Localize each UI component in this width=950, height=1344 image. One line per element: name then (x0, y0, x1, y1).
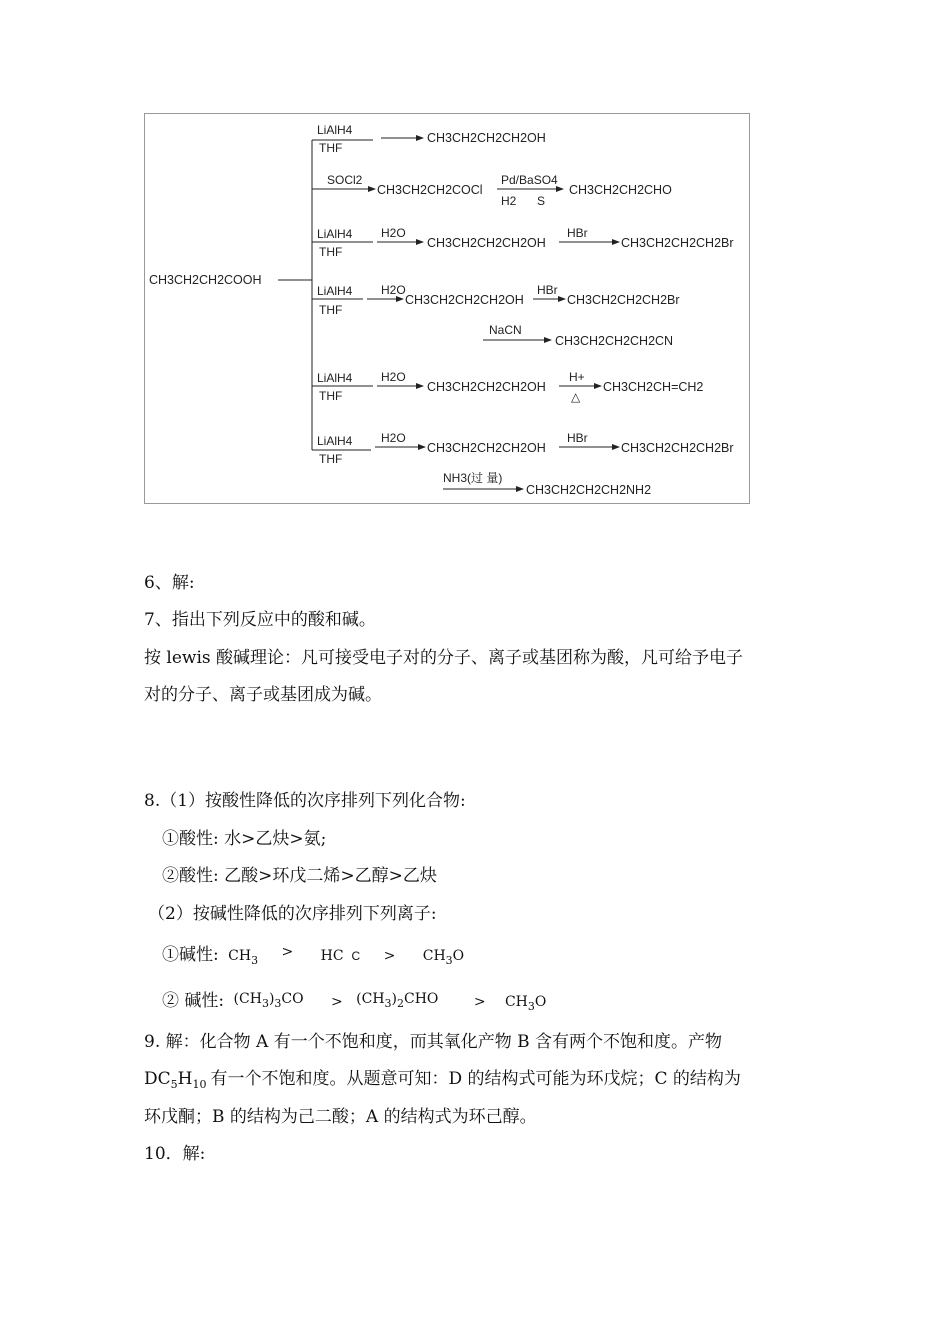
q10-heading: 10．解: (144, 1144, 206, 1164)
q8-part2-title: （2）按碱性降低的次序排列下列离子: (148, 904, 437, 924)
route5-intermediate: CH3CH2CH2CH2OH (427, 380, 546, 394)
gt-sign-2: > (383, 948, 396, 964)
q8-acidity-1: ①酸性: 水>乙炔>氨; (162, 829, 327, 849)
q8-basicity-2 (162, 990, 546, 1018)
ion-methoxide-2: $CH_3O$ (504, 994, 547, 1013)
route2-reagent2-bl: H2 (501, 194, 517, 208)
route4-product: CH3CH2CH2CH2CN (555, 334, 674, 348)
route5-reagent-top: LiAlH4 (317, 371, 353, 385)
route3-intermediate: CH3CH2CH2CH2OH (427, 236, 546, 250)
ion-ch3: $CH_3$ (228, 948, 259, 967)
route6-water: H2O (381, 431, 406, 445)
route1-reagent-top: LiAlH4 (317, 123, 353, 137)
route6-intermediate: CH3CH2CH2CH2OH (427, 441, 546, 455)
route6-product: CH3CH2CH2CH2NH2 (526, 483, 652, 497)
basicity1-label: ①碱性: (162, 945, 219, 965)
route1-reagent-bottom: THF (319, 141, 343, 155)
q7-line1: 按 lewis 酸碱理论：凡可接受电子对的分子、离子或基团称为酸，凡可给予电子 (144, 648, 744, 668)
route3-water: H2O (381, 226, 406, 240)
q7-line2: 对的分子、离子或基团成为碱。 (144, 685, 382, 705)
route3-reagent2: HBr (567, 226, 588, 240)
route5-reagent-bottom: THF (319, 389, 343, 403)
ion-methoxide: $CH_3O$ (422, 948, 465, 967)
route5-water: H2O (381, 370, 406, 384)
route4-intermediate: CH3CH2CH2CH2OH (405, 293, 524, 307)
route6-reagent-top: LiAlH4 (317, 434, 353, 448)
scheme-svg (145, 114, 751, 505)
q8-title: 8.（1）按酸性降低的次序排列下列化合物: (144, 791, 466, 811)
route4-water: H2O (381, 283, 406, 297)
route6-reagent-bottom: THF (319, 452, 343, 466)
q9-line2: $DC_5H_{10}$ 有一个不饱和度。从题意可知：D 的结构式可能为环戊烷；C 的结构为 (144, 1069, 741, 1091)
route5-reagent2-top: H+ (569, 370, 585, 384)
q9-line3: 环戊酮；B 的结构为己二酸；A 的结构式为环己醇。 (144, 1107, 537, 1127)
route2-reagent2-br: S (537, 194, 546, 208)
basicity2-label: ② 碱性: (162, 991, 225, 1011)
route4-reagent-top: LiAlH4 (317, 284, 353, 298)
route4-reagent-bottom: THF (319, 303, 343, 317)
q6-heading: 6、解: (144, 573, 195, 593)
route3-product: CH3CH2CH2CH2Br (621, 236, 734, 250)
route4-reagent3: NaCN (489, 323, 522, 337)
route6-reagent3: NH3(过 量) (443, 471, 503, 485)
q8-basicity-1 (162, 944, 464, 972)
route2-reagent2-top: Pd/BaSO4 (501, 173, 558, 187)
route5-product: CH3CH2CH=CH2 (603, 380, 704, 394)
route4-intermediate2: CH3CH2CH2CH2Br (567, 293, 680, 307)
reaction-scheme (144, 113, 750, 504)
gt-sign-3: > (331, 994, 343, 1010)
route5-reagent2-bottom: △ (571, 390, 581, 404)
q7-title: 7、指出下列反应中的酸和碱。 (144, 610, 376, 630)
route6-reagent2: HBr (567, 431, 588, 445)
route2-reagent: SOCl2 (327, 173, 363, 187)
ion-acetylide: HC C (320, 948, 361, 964)
route2-intermediate: CH3CH2CH2COCl (377, 183, 483, 197)
route3-reagent-top: LiAlH4 (317, 227, 353, 241)
route3-reagent-bottom: THF (319, 245, 343, 259)
q8-acidity-2: ②酸性: 乙酸>环戊二烯>乙醇>乙炔 (162, 866, 437, 886)
route4-reagent2: HBr (537, 283, 558, 297)
route1-product: CH3CH2CH2CH2OH (427, 131, 546, 145)
gt-sign-4: > (473, 994, 486, 1010)
gt-sign-1: > (281, 944, 294, 960)
ion-tert-butoxide: $(CH_3)_3CO$ (233, 991, 304, 1010)
route2-product: CH3CH2CH2CHO (569, 183, 672, 197)
ion-isopropoxide: $(CH_3)_2CHO$ (356, 991, 439, 1010)
route6-intermediate2: CH3CH2CH2CH2Br (621, 441, 734, 455)
start-compound: CH3CH2CH2COOH (149, 273, 262, 287)
q9-line1: 9. 解：化合物 A 有一个不饱和度，而其氧化产物 B 含有两个不饱和度。产物 (144, 1032, 723, 1052)
